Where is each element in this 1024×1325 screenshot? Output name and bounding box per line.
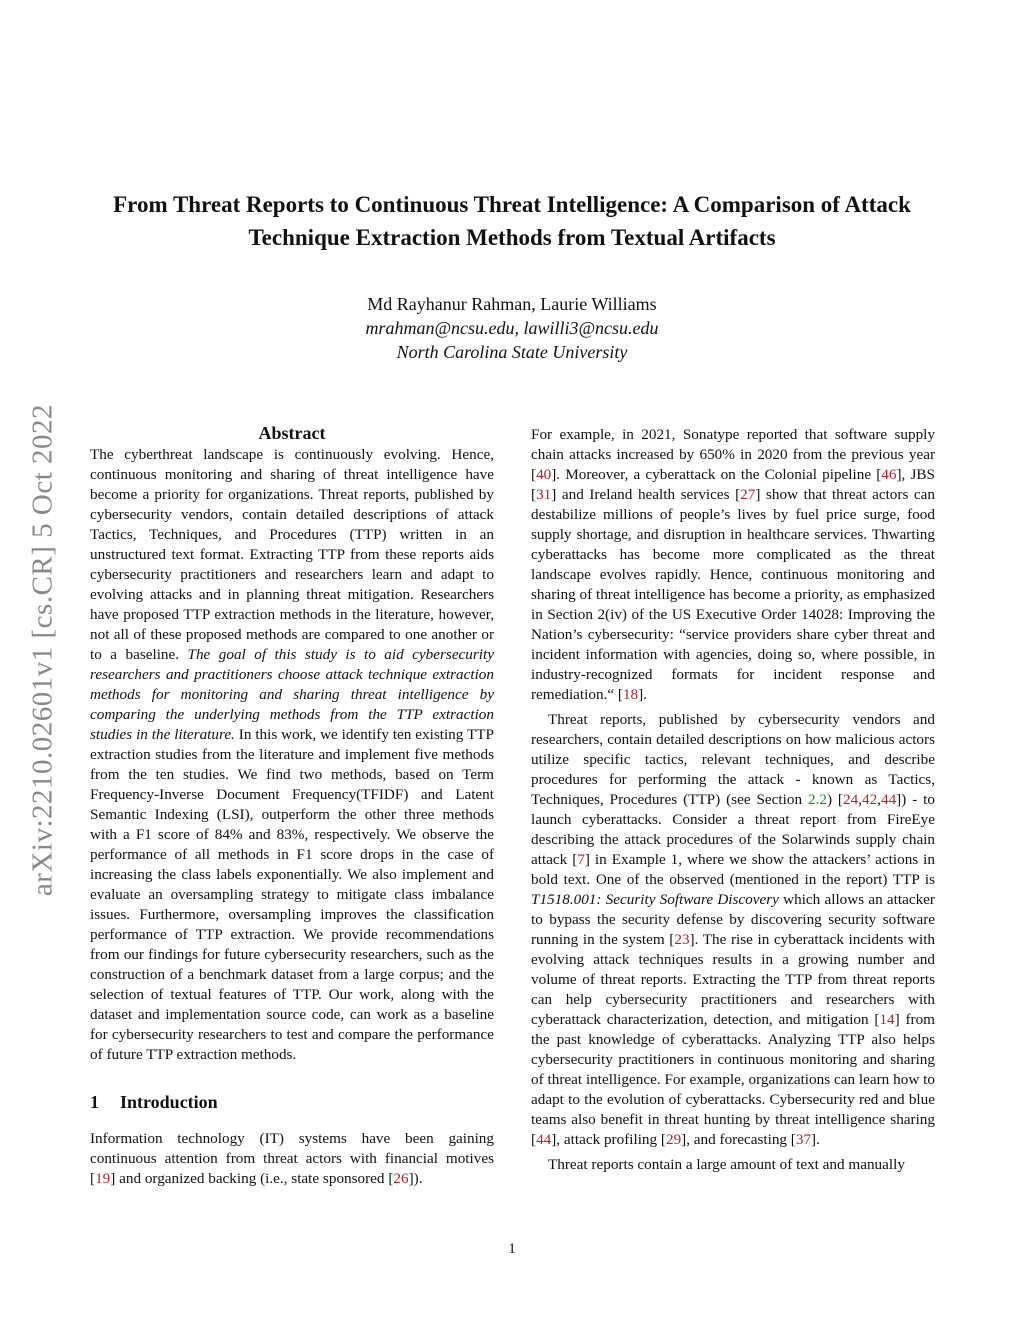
citation-link[interactable]: 7	[577, 851, 585, 868]
right-column	[531, 425, 935, 1175]
right-paragraph-2	[531, 710, 935, 1150]
arxiv-sidebar	[0, 360, 86, 940]
intro-paragraph-1	[90, 1129, 494, 1189]
citation-link[interactable]: 37	[795, 1131, 812, 1148]
abstract-goal: The goal of this study is to aid cybersecurity researchers and practitioners choose attack technique extraction methods for monitoring and sharing threat intelligence by comparing the underlying methods from the TTP extraction studies in the literature.	[90, 646, 494, 743]
author-emails: mrahman@ncsu.edu, lawilli3@ncsu.edu	[365, 318, 659, 338]
left-column	[90, 422, 494, 1189]
citation-link[interactable]: 44	[880, 791, 897, 808]
text-span: ,	[858, 791, 862, 808]
citation-link[interactable]: 29	[665, 1131, 682, 1148]
author-affiliation: North Carolina State University	[396, 342, 628, 362]
text-span: ] and organized backing (i.e., state sponsored [	[110, 1170, 394, 1187]
citation-link[interactable]: 44	[536, 1131, 552, 1148]
citation-link[interactable]: 14	[879, 1011, 895, 1028]
section-heading-introduction	[90, 1091, 494, 1113]
abstract-body	[90, 445, 494, 1065]
citation-link[interactable]: 18	[622, 686, 639, 703]
citation-link[interactable]: 24	[843, 791, 859, 808]
section-title: Introduction	[120, 1092, 218, 1112]
text-span: Threat reports, published by cybersecurity vendors and researchers, contain detailed descriptions on how malicious actors utilize specific tactics, relevant techniques, and describe procedures for performing the attack - known as Tactics, Techniques, Procedures (TTP) (see Section	[531, 711, 935, 808]
text-span: ].	[811, 1131, 820, 1148]
text-span: ] show that threat actors can destabilize millions of people’s lives by fuel price surge, food supply shortage, and disruption in healthcare services. Thwarting cyberattacks has become more complicated as the threat landscape evolves rapidly. Hence, continuous monitoring and sharing of threat intelligence has become a priority, as emphasized in Section 2(iv) of the US Executive Order 14028: Improving the Nation’s cybersecurity: “service providers share cyber threat and incident information with agencies, doing so, where possible, in industry-recognized formats for incident response and remediation.“ [	[531, 486, 936, 703]
abstract-text-1: The cyberthreat landscape is continuously evolving. Hence, continuous monitoring and sharing of threat intelligence have become a priority for organizations. Threat reports, published by cybersecurity vendors, contain detailed descriptions of attack Tactics, Techniques, and Procedures (TTP) written in an unstructured text format. Extracting TTP from these reports aids cybersecurity practitioners and researchers learn and adapt to evolving attacks and in planning threat mitigation. Researchers have proposed TTP extraction methods in the literature, however, not all of these proposed methods are compared to one another or to a baseline.	[90, 446, 494, 663]
citation-link[interactable]: 26	[393, 1170, 409, 1187]
text-span: ) [	[826, 791, 843, 808]
title-line-2: Technique Extraction Methods from Textual Artifacts	[248, 225, 776, 250]
ttp-name: T1518.001: Security Software Discovery	[531, 891, 779, 908]
citation-link[interactable]: 23	[674, 931, 690, 948]
text-span: ]. The rise in cyberattack incidents with evolving attack techniques results in a growing number and volume of threat reports. Extracting the TTP from threat reports can help cybersecurity practitioners and researchers with cyberattack characterization, detection, and mitigation [	[531, 931, 936, 1028]
text-span: For example, in 2021, Sonatype reported that software supply chain attacks increased by 650% in 2020 from the previous year [	[531, 426, 935, 483]
text-span: ] in Example 1, where we show the attackers’ actions in bold text. One of the observed (mentioned in the report) TTP is	[531, 851, 935, 888]
abstract-heading: Abstract	[258, 423, 326, 443]
text-span: Information technology (IT) systems have been gaining continuous attention from threat actors with financial motives [	[90, 1130, 494, 1187]
right-paragraph-1	[531, 425, 935, 705]
author-names: Md Rayhanur Rahman, Laurie Williams	[367, 294, 657, 314]
text-span: which allows an attacker to bypass the security defense by discovering security software running in the system [	[531, 891, 935, 948]
text-span: ] and Ireland health services [	[551, 486, 741, 503]
abstract-text-2: In this work, we identify ten existing TTP extraction studies from the literature and implement five methods from the ten studies. We find two methods, based on Term Frequency-Inverse Document Frequency(TFIDF) and Latent Semantic Indexing (LSI), outperform the other three methods with a F1 score of 84% and 83%, respectively. We observe the performance of all methods in F1 score drops in the case of increasing the class labels exponentially. We also implement and evaluate an oversampling strategy to mitigate class imbalance issues. Furthermore, oversampling improves the classification performance of TTP extraction. We provide recommendations from our findings for future cybersecurity researchers, such as the construction of a benchmark dataset from a large corpus; and the selection of textual features of TTP. Our work, along with the dataset and implementation source code, can work as a baseline for cybersecurity researchers to test and compare the performance of future TTP extraction methods.	[90, 726, 494, 1063]
citation-link[interactable]: 40	[536, 466, 552, 483]
citation-link[interactable]: 27	[740, 486, 756, 503]
citation-link[interactable]: 42	[861, 791, 878, 808]
section-reference-link[interactable]: 2.2	[807, 791, 827, 808]
author-block	[80, 292, 944, 364]
text-span: ]).	[408, 1170, 423, 1187]
text-span: ], JBS [	[531, 466, 935, 503]
text-span: ], and forecasting [	[681, 1131, 796, 1148]
paper-title	[80, 188, 944, 254]
text-span: ], attack profiling [	[551, 1131, 666, 1148]
section-number: 1	[90, 1092, 99, 1112]
text-span: ]) - to launch cyberattacks. Consider a threat report from FireEye describing the attack procedures of the Solarwinds supply chain attack [	[531, 791, 935, 868]
page-number: 1	[508, 1241, 516, 1257]
text-span: ]. Moreover, a cyberattack on the Colonial pipeline [	[551, 466, 882, 483]
text-span: ] from the past knowledge of cyberattacks. Analyzing TTP also helps cybersecurity practitioners in continuous monitoring and sharing of threat intelligence. For example, organizations can learn how to adapt to the evolution of cyberattacks. Cybersecurity red and blue teams also benefit in threat hunting by threat intelligence sharing [	[531, 1011, 935, 1148]
citation-link[interactable]: 31	[536, 486, 552, 503]
citation-link[interactable]: 46	[881, 466, 897, 483]
text-span: ,	[877, 791, 881, 808]
text-span: ].	[638, 686, 647, 703]
right-paragraph-3: Threat reports contain a large amount of text and manually	[548, 1156, 905, 1173]
citation-link[interactable]: 19	[95, 1170, 111, 1187]
arxiv-identifier: arXiv:2210.02601v1 [cs.CR] 5 Oct 2022	[26, 403, 59, 897]
title-line-1: From Threat Reports to Continuous Threat Intelligence: A Comparison of Attack	[113, 192, 911, 217]
